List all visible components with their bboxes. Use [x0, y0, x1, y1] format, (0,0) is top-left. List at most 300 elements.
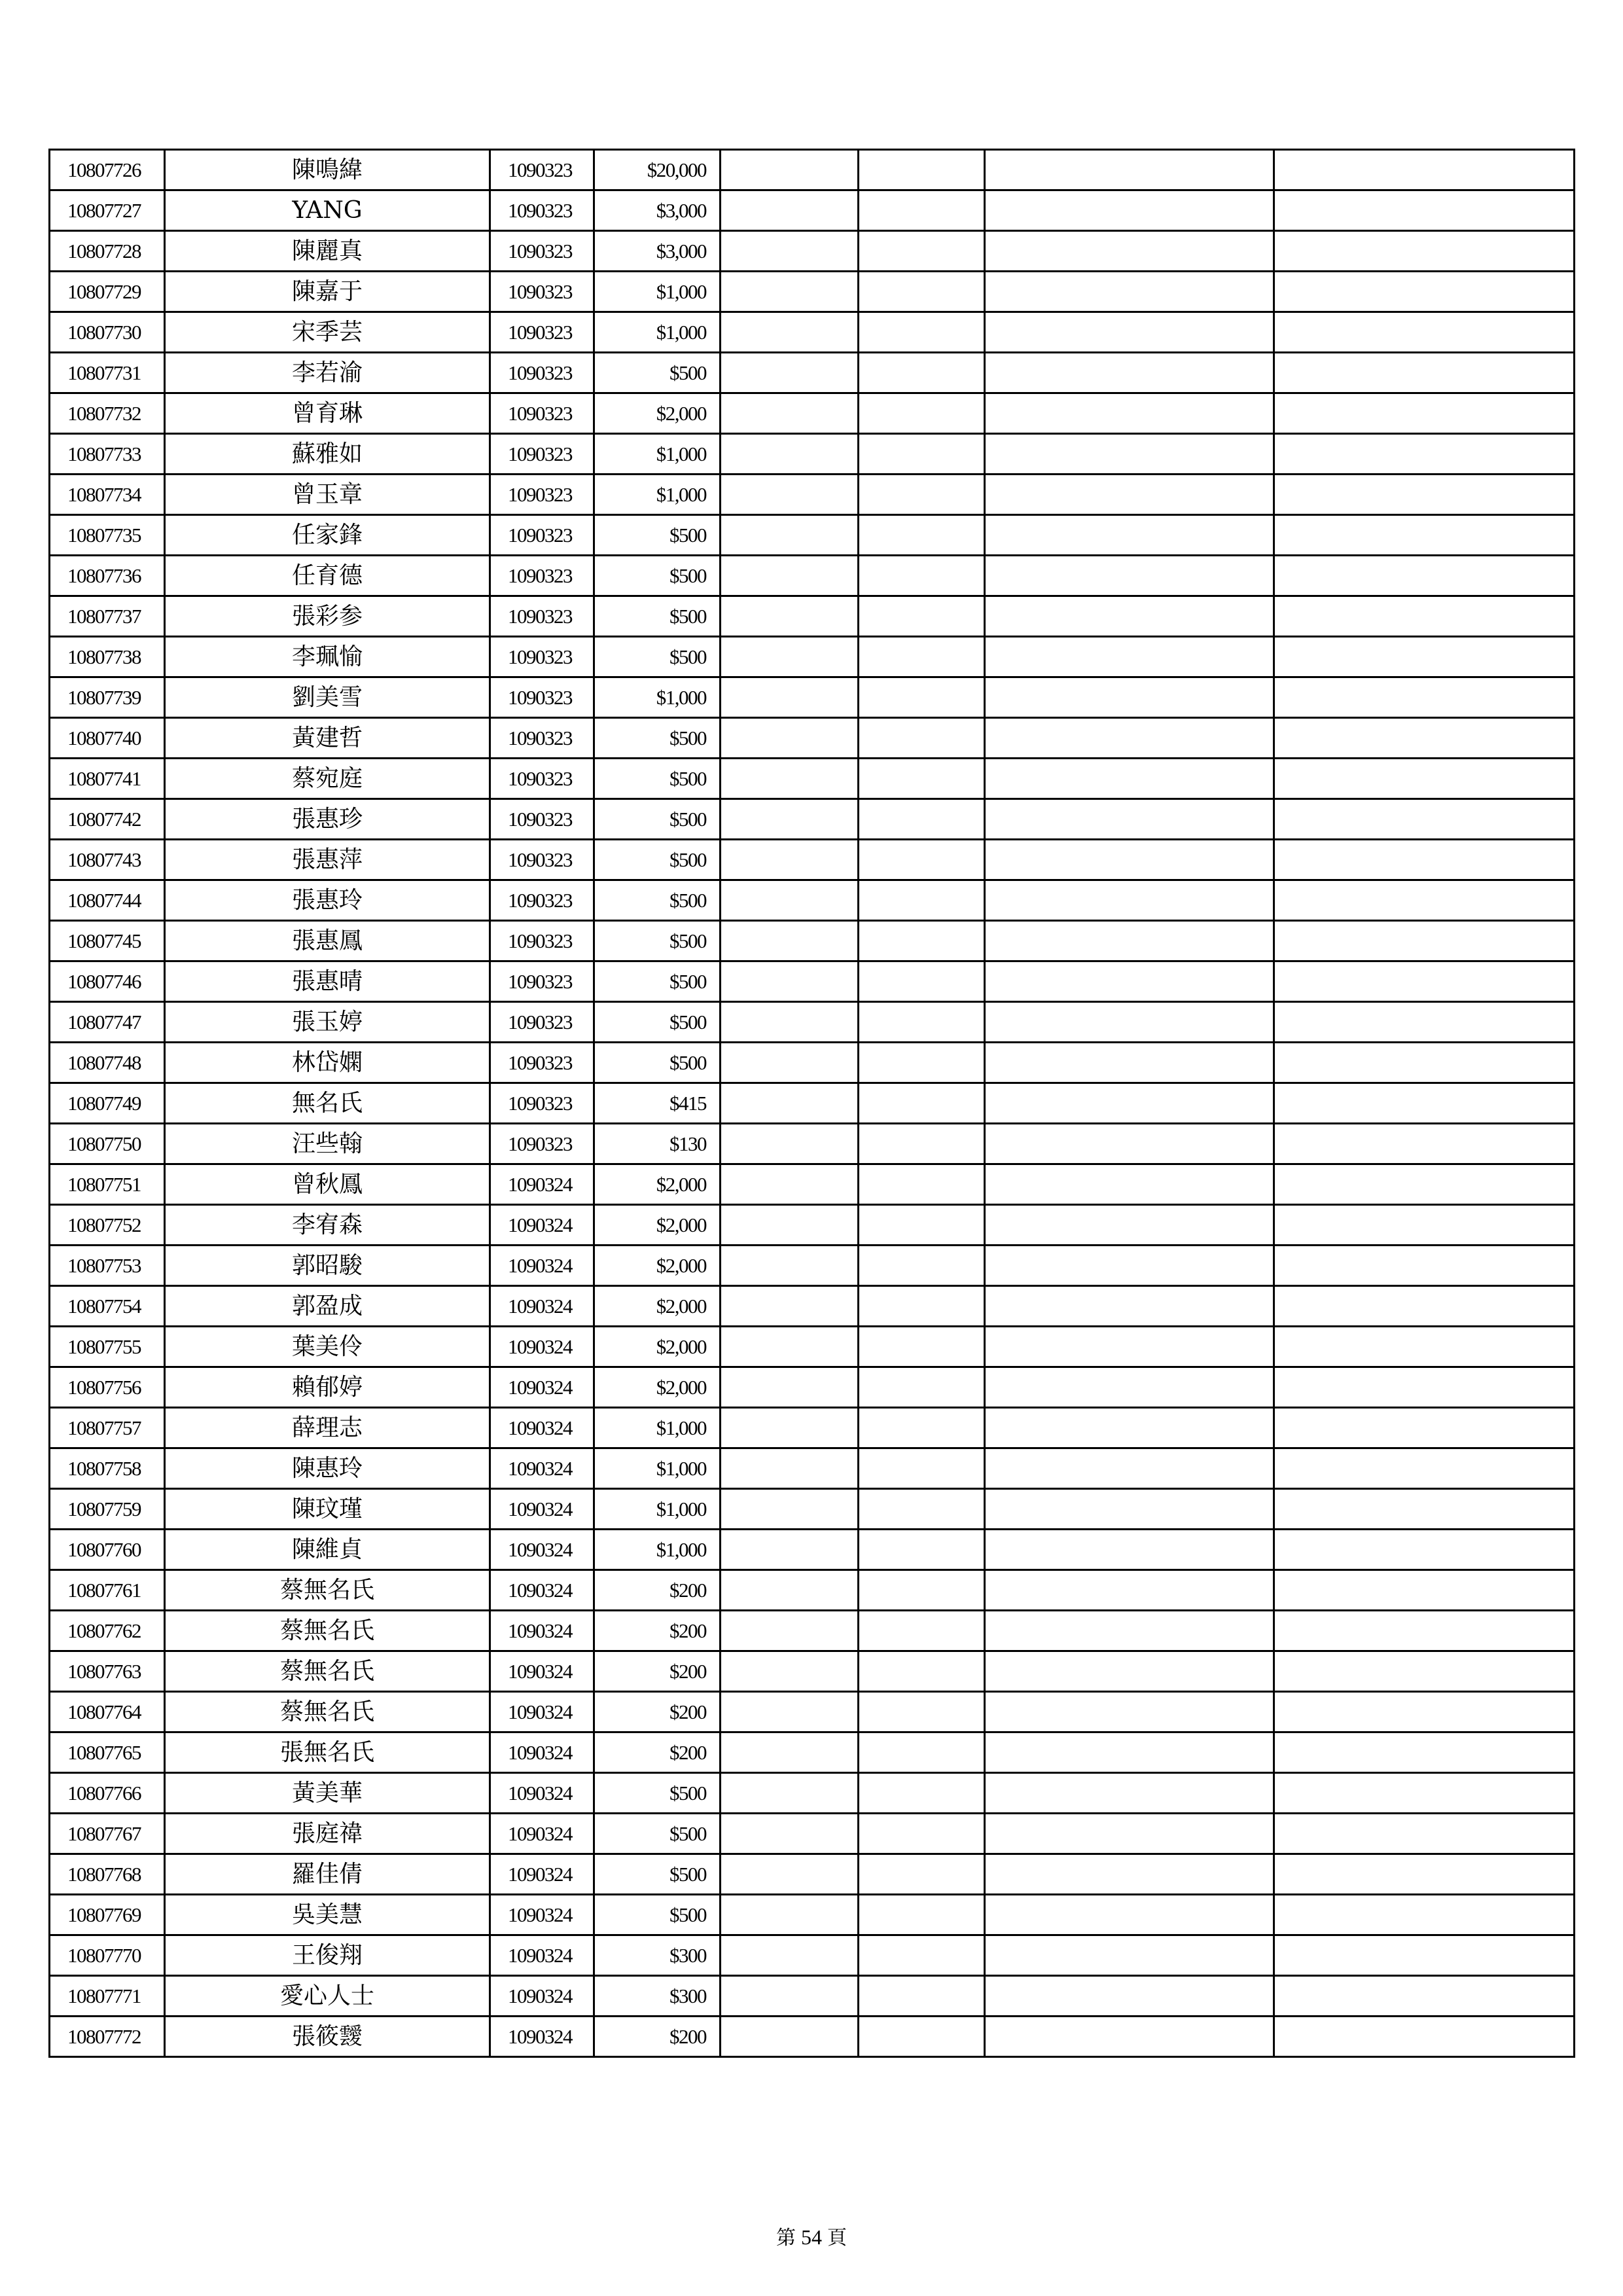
donation-date-cell: 1090324 — [490, 1164, 594, 1205]
empty-cell — [985, 718, 1274, 759]
empty-cell — [859, 961, 985, 1002]
donation-date-cell: 1090324 — [490, 1205, 594, 1246]
empty-cell — [1274, 393, 1575, 434]
empty-cell — [721, 1651, 859, 1692]
donation-id-cell: 10807744 — [50, 880, 165, 921]
empty-cell — [859, 1246, 985, 1286]
donation-amount-cell: $500 — [594, 718, 721, 759]
empty-cell — [721, 759, 859, 799]
table-row — [50, 1083, 1575, 1124]
donation-amount-cell: $500 — [594, 1043, 721, 1083]
donation-id-cell: 10807734 — [50, 475, 165, 515]
empty-cell — [721, 1935, 859, 1976]
donation-date-cell: 1090324 — [490, 1814, 594, 1854]
table-row — [50, 150, 1575, 190]
donation-date-cell: 1090323 — [490, 150, 594, 190]
empty-cell — [721, 434, 859, 475]
donation-amount-cell: $300 — [594, 1935, 721, 1976]
donation-date-cell: 1090324 — [490, 1773, 594, 1814]
donation-date-cell: 1090323 — [490, 515, 594, 556]
donation-date-cell: 1090323 — [490, 596, 594, 637]
donation-id-cell: 10807748 — [50, 1043, 165, 1083]
donation-date-cell: 1090323 — [490, 799, 594, 840]
donation-date-cell: 1090324 — [490, 1570, 594, 1611]
empty-cell — [721, 1732, 859, 1773]
donation-date-cell: 1090324 — [490, 1895, 594, 1935]
donation-date-cell: 1090323 — [490, 718, 594, 759]
empty-cell — [1274, 1043, 1575, 1083]
donation-amount-cell: $200 — [594, 1570, 721, 1611]
donation-id-cell: 10807738 — [50, 637, 165, 677]
donation-amount-cell: $500 — [594, 799, 721, 840]
empty-cell — [721, 353, 859, 393]
donation-id-cell: 10807768 — [50, 1854, 165, 1895]
empty-cell — [721, 718, 859, 759]
empty-cell — [859, 1327, 985, 1367]
empty-cell — [859, 880, 985, 921]
donation-id-cell: 10807755 — [50, 1327, 165, 1367]
donation-date-cell: 1090324 — [490, 1732, 594, 1773]
empty-cell — [859, 1043, 985, 1083]
empty-cell — [1274, 1002, 1575, 1043]
empty-cell — [985, 393, 1274, 434]
empty-cell — [985, 1205, 1274, 1246]
donation-id-cell: 10807759 — [50, 1489, 165, 1530]
empty-cell — [859, 1286, 985, 1327]
table-row — [50, 1448, 1575, 1489]
donation-id-cell: 10807765 — [50, 1732, 165, 1773]
empty-cell — [1274, 1083, 1575, 1124]
donation-id-cell: 10807750 — [50, 1124, 165, 1164]
table-row — [50, 961, 1575, 1002]
donation-amount-cell: $1,000 — [594, 475, 721, 515]
empty-cell — [721, 1570, 859, 1611]
donation-date-cell: 1090323 — [490, 272, 594, 312]
empty-cell — [721, 677, 859, 718]
donation-id-cell: 10807731 — [50, 353, 165, 393]
empty-cell — [859, 1124, 985, 1164]
donation-id-cell: 10807727 — [50, 190, 165, 231]
donation-date-cell: 1090324 — [490, 1367, 594, 1408]
empty-cell — [721, 393, 859, 434]
table-row — [50, 231, 1575, 272]
empty-cell — [1274, 1530, 1575, 1570]
empty-cell — [859, 1895, 985, 1935]
donation-amount-cell: $500 — [594, 515, 721, 556]
donation-date-cell: 1090323 — [490, 475, 594, 515]
empty-cell — [859, 353, 985, 393]
empty-cell — [721, 475, 859, 515]
empty-cell — [1274, 1692, 1575, 1732]
empty-cell — [859, 556, 985, 596]
donor-name-cell: 無名氏 — [165, 1083, 490, 1124]
page-number-prefix: 第 — [776, 2227, 796, 2250]
table-row — [50, 1895, 1575, 1935]
table-row — [50, 718, 1575, 759]
empty-cell — [1274, 1327, 1575, 1367]
table-row — [50, 556, 1575, 596]
donor-name-cell: 郭昭駿 — [165, 1246, 490, 1286]
empty-cell — [985, 1895, 1274, 1935]
donor-name-cell: 賴郁婷 — [165, 1367, 490, 1408]
empty-cell — [1274, 1976, 1575, 2017]
table-row — [50, 1570, 1575, 1611]
empty-cell — [1274, 596, 1575, 637]
donation-id-cell: 10807769 — [50, 1895, 165, 1935]
empty-cell — [985, 1002, 1274, 1043]
donation-amount-cell: $2,000 — [594, 1164, 721, 1205]
empty-cell — [721, 1408, 859, 1448]
empty-cell — [1274, 1895, 1575, 1935]
empty-cell — [859, 272, 985, 312]
table-row — [50, 2017, 1575, 2057]
empty-cell — [1274, 759, 1575, 799]
table-row — [50, 1489, 1575, 1530]
donation-date-cell: 1090324 — [490, 1935, 594, 1976]
empty-cell — [1274, 840, 1575, 880]
donation-id-cell: 10807740 — [50, 718, 165, 759]
empty-cell — [859, 1611, 985, 1651]
empty-cell — [721, 515, 859, 556]
empty-cell — [859, 393, 985, 434]
table-row — [50, 190, 1575, 231]
empty-cell — [859, 1408, 985, 1448]
empty-cell — [721, 272, 859, 312]
empty-cell — [721, 1164, 859, 1205]
empty-cell — [1274, 1611, 1575, 1651]
donation-amount-cell: $1,000 — [594, 1448, 721, 1489]
donor-name-cell: 蔡宛庭 — [165, 759, 490, 799]
empty-cell — [985, 1043, 1274, 1083]
empty-cell — [985, 1935, 1274, 1976]
empty-cell — [1274, 434, 1575, 475]
donation-date-cell: 1090324 — [490, 1611, 594, 1651]
empty-cell — [859, 1976, 985, 2017]
donation-id-cell: 10807766 — [50, 1773, 165, 1814]
empty-cell — [859, 190, 985, 231]
donation-date-cell: 1090323 — [490, 556, 594, 596]
donor-name-cell: 蘇雅如 — [165, 434, 490, 475]
donation-amount-cell: $2,000 — [594, 1367, 721, 1408]
empty-cell — [859, 921, 985, 961]
empty-cell — [1274, 312, 1575, 353]
donation-id-cell: 10807747 — [50, 1002, 165, 1043]
empty-cell — [1274, 1164, 1575, 1205]
empty-cell — [985, 921, 1274, 961]
donor-name-cell: 張玉婷 — [165, 1002, 490, 1043]
donor-name-cell: 蔡無名氏 — [165, 1692, 490, 1732]
empty-cell — [985, 1976, 1274, 2017]
donation-amount-cell: $1,000 — [594, 434, 721, 475]
empty-cell — [721, 231, 859, 272]
empty-cell — [859, 1732, 985, 1773]
donation-id-cell: 10807767 — [50, 1814, 165, 1854]
empty-cell — [721, 799, 859, 840]
table-row — [50, 312, 1575, 353]
empty-cell — [985, 1367, 1274, 1408]
empty-cell — [721, 1814, 859, 1854]
donation-amount-cell: $200 — [594, 1651, 721, 1692]
empty-cell — [721, 150, 859, 190]
donation-date-cell: 1090323 — [490, 840, 594, 880]
table-row — [50, 1367, 1575, 1408]
donation-id-cell: 10807760 — [50, 1530, 165, 1570]
empty-cell — [859, 799, 985, 840]
donation-id-cell: 10807758 — [50, 1448, 165, 1489]
donation-date-cell: 1090323 — [490, 880, 594, 921]
page-number — [0, 2224, 1623, 2251]
donor-name-cell: 陳嘉于 — [165, 272, 490, 312]
table-row — [50, 637, 1575, 677]
page-number-value: 54 — [801, 2225, 822, 2249]
table-row — [50, 1408, 1575, 1448]
donation-amount-cell: $2,000 — [594, 1327, 721, 1367]
empty-cell — [1274, 1935, 1575, 1976]
donation-date-cell: 1090324 — [490, 1854, 594, 1895]
donation-id-cell: 10807730 — [50, 312, 165, 353]
donor-name-cell: 汪些翰 — [165, 1124, 490, 1164]
donor-name-cell: 蔡無名氏 — [165, 1570, 490, 1611]
empty-cell — [985, 556, 1274, 596]
donation-id-cell: 10807728 — [50, 231, 165, 272]
donor-name-cell: 任育德 — [165, 556, 490, 596]
donation-id-cell: 10807771 — [50, 1976, 165, 2017]
empty-cell — [985, 1448, 1274, 1489]
empty-cell — [985, 637, 1274, 677]
table-row — [50, 1002, 1575, 1043]
donor-name-cell: 愛心人士 — [165, 1976, 490, 2017]
donation-date-cell: 1090324 — [490, 1448, 594, 1489]
donation-amount-cell: $500 — [594, 637, 721, 677]
empty-cell — [985, 272, 1274, 312]
empty-cell — [859, 637, 985, 677]
empty-cell — [1274, 1408, 1575, 1448]
empty-cell — [985, 2017, 1274, 2057]
donation-date-cell: 1090323 — [490, 961, 594, 1002]
empty-cell — [1274, 1570, 1575, 1611]
donation-date-cell: 1090323 — [490, 1043, 594, 1083]
empty-cell — [985, 596, 1274, 637]
empty-cell — [859, 1692, 985, 1732]
donor-name-cell: 張彩参 — [165, 596, 490, 637]
empty-cell — [985, 1854, 1274, 1895]
table-row — [50, 1530, 1575, 1570]
empty-cell — [1274, 231, 1575, 272]
empty-cell — [721, 1773, 859, 1814]
donation-date-cell: 1090324 — [490, 1408, 594, 1448]
empty-cell — [1274, 961, 1575, 1002]
donation-amount-cell: $500 — [594, 880, 721, 921]
donation-date-cell: 1090324 — [490, 1530, 594, 1570]
empty-cell — [1274, 799, 1575, 840]
donation-amount-cell: $2,000 — [594, 393, 721, 434]
empty-cell — [859, 515, 985, 556]
donor-name-cell: 黃美華 — [165, 1773, 490, 1814]
table-row — [50, 393, 1575, 434]
donation-amount-cell: $415 — [594, 1083, 721, 1124]
empty-cell — [721, 1246, 859, 1286]
empty-cell — [721, 1286, 859, 1327]
donation-id-cell: 10807752 — [50, 1205, 165, 1246]
donor-name-cell: 葉美伶 — [165, 1327, 490, 1367]
empty-cell — [859, 1489, 985, 1530]
donor-name-cell: 薛理志 — [165, 1408, 490, 1448]
empty-cell — [721, 1124, 859, 1164]
donor-name-cell: 李宥森 — [165, 1205, 490, 1246]
donation-table — [48, 149, 1575, 2058]
table-row — [50, 1935, 1575, 1976]
empty-cell — [1274, 272, 1575, 312]
empty-cell — [1274, 150, 1575, 190]
empty-cell — [721, 556, 859, 596]
table-row — [50, 1976, 1575, 2017]
donation-id-cell: 10807745 — [50, 921, 165, 961]
table-row — [50, 1611, 1575, 1651]
donation-id-cell: 10807772 — [50, 2017, 165, 2057]
empty-cell — [721, 1854, 859, 1895]
empty-cell — [985, 1814, 1274, 1854]
donation-id-cell: 10807743 — [50, 840, 165, 880]
table-row — [50, 1327, 1575, 1367]
empty-cell — [859, 434, 985, 475]
empty-cell — [859, 231, 985, 272]
empty-cell — [985, 231, 1274, 272]
empty-cell — [985, 799, 1274, 840]
empty-cell — [859, 1083, 985, 1124]
donor-name-cell: 張無名氏 — [165, 1732, 490, 1773]
empty-cell — [721, 1976, 859, 2017]
donation-amount-cell: $3,000 — [594, 190, 721, 231]
donation-amount-cell: $500 — [594, 1773, 721, 1814]
donation-id-cell: 10807764 — [50, 1692, 165, 1732]
table-row — [50, 1692, 1575, 1732]
donation-date-cell: 1090323 — [490, 921, 594, 961]
donation-table-body — [50, 150, 1575, 2057]
empty-cell — [985, 1732, 1274, 1773]
donor-name-cell: 李若渝 — [165, 353, 490, 393]
donation-id-cell: 10807736 — [50, 556, 165, 596]
empty-cell — [985, 1692, 1274, 1732]
donation-id-cell: 10807757 — [50, 1408, 165, 1448]
donation-amount-cell: $1,000 — [594, 272, 721, 312]
empty-cell — [721, 1489, 859, 1530]
donor-name-cell: 張惠晴 — [165, 961, 490, 1002]
donor-name-cell: 張庭禕 — [165, 1814, 490, 1854]
donation-amount-cell: $500 — [594, 1002, 721, 1043]
empty-cell — [1274, 353, 1575, 393]
table-row — [50, 840, 1575, 880]
table-row — [50, 1773, 1575, 1814]
empty-cell — [985, 961, 1274, 1002]
donation-id-cell: 10807756 — [50, 1367, 165, 1408]
donation-amount-cell: $500 — [594, 596, 721, 637]
donation-id-cell: 10807763 — [50, 1651, 165, 1692]
table-row — [50, 677, 1575, 718]
empty-cell — [1274, 1651, 1575, 1692]
empty-cell — [985, 1530, 1274, 1570]
donation-amount-cell: $200 — [594, 1611, 721, 1651]
donation-amount-cell: $500 — [594, 759, 721, 799]
empty-cell — [985, 190, 1274, 231]
empty-cell — [985, 1083, 1274, 1124]
empty-cell — [1274, 1732, 1575, 1773]
donation-date-cell: 1090323 — [490, 1002, 594, 1043]
donor-name-cell: 王俊翔 — [165, 1935, 490, 1976]
empty-cell — [1274, 677, 1575, 718]
empty-cell — [859, 1814, 985, 1854]
empty-cell — [985, 1246, 1274, 1286]
empty-cell — [985, 1570, 1274, 1611]
empty-cell — [721, 1448, 859, 1489]
empty-cell — [985, 1327, 1274, 1367]
empty-cell — [1274, 1448, 1575, 1489]
empty-cell — [859, 2017, 985, 2057]
donation-id-cell: 10807753 — [50, 1246, 165, 1286]
donation-id-cell: 10807751 — [50, 1164, 165, 1205]
empty-cell — [859, 1164, 985, 1205]
donation-id-cell: 10807761 — [50, 1570, 165, 1611]
table-row — [50, 759, 1575, 799]
empty-cell — [859, 1773, 985, 1814]
donation-id-cell: 10807746 — [50, 961, 165, 1002]
empty-cell — [1274, 1367, 1575, 1408]
empty-cell — [859, 1935, 985, 1976]
donation-id-cell: 10807754 — [50, 1286, 165, 1327]
donation-date-cell: 1090324 — [490, 1651, 594, 1692]
empty-cell — [859, 1651, 985, 1692]
empty-cell — [721, 1611, 859, 1651]
donation-date-cell: 1090324 — [490, 2017, 594, 2057]
empty-cell — [859, 596, 985, 637]
donor-name-cell: 宋季芸 — [165, 312, 490, 353]
donation-id-cell: 10807739 — [50, 677, 165, 718]
donation-amount-cell: $1,000 — [594, 677, 721, 718]
donation-amount-cell: $1,000 — [594, 1408, 721, 1448]
donation-amount-cell: $500 — [594, 556, 721, 596]
donor-name-cell: 張筱靉 — [165, 2017, 490, 2057]
donation-amount-cell: $1,000 — [594, 1530, 721, 1570]
empty-cell — [721, 1043, 859, 1083]
donor-name-cell: 李珮愉 — [165, 637, 490, 677]
empty-cell — [721, 1002, 859, 1043]
donation-amount-cell: $500 — [594, 961, 721, 1002]
empty-cell — [721, 2017, 859, 2057]
empty-cell — [859, 840, 985, 880]
empty-cell — [859, 312, 985, 353]
table-row — [50, 1205, 1575, 1246]
empty-cell — [1274, 1286, 1575, 1327]
empty-cell — [985, 880, 1274, 921]
empty-cell — [721, 1692, 859, 1732]
empty-cell — [721, 1367, 859, 1408]
empty-cell — [859, 1448, 985, 1489]
empty-cell — [985, 1124, 1274, 1164]
empty-cell — [1274, 190, 1575, 231]
empty-cell — [1274, 1773, 1575, 1814]
donation-id-cell: 10807741 — [50, 759, 165, 799]
donor-name-cell: 張惠鳳 — [165, 921, 490, 961]
empty-cell — [1274, 718, 1575, 759]
empty-cell — [985, 515, 1274, 556]
empty-cell — [859, 475, 985, 515]
empty-cell — [1274, 1814, 1575, 1854]
donor-name-cell: 陳維貞 — [165, 1530, 490, 1570]
empty-cell — [721, 190, 859, 231]
empty-cell — [1274, 1854, 1575, 1895]
donation-amount-cell: $2,000 — [594, 1205, 721, 1246]
empty-cell — [985, 1286, 1274, 1327]
empty-cell — [859, 1530, 985, 1570]
